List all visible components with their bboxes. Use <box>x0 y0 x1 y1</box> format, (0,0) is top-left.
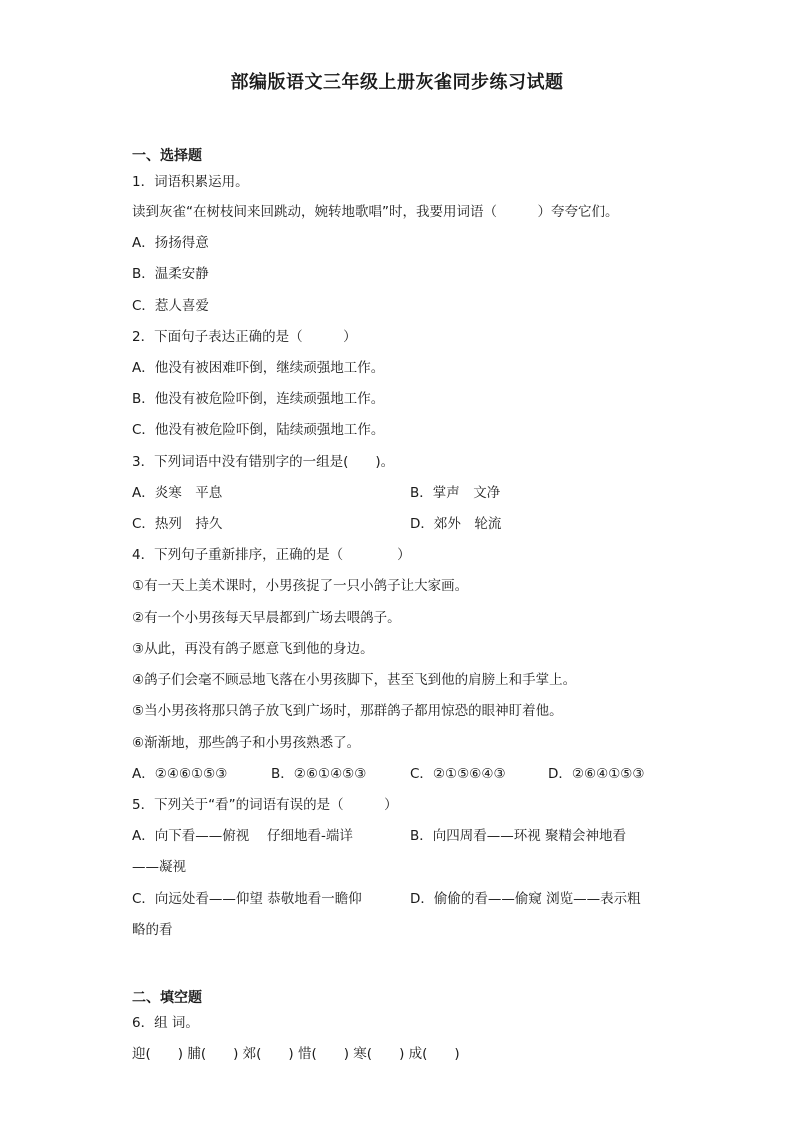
q5-stem: 5．下列关于“看”的词语有误的是（ ） <box>132 797 398 813</box>
q4-sentence-5: ⑤当小男孩将那只鸽子放飞到广场时，那群鸽子都用惊恐的眼神盯着他。 <box>132 703 563 719</box>
q2-option-c: C．他没有被危险吓倒，陆续顽强地工作。 <box>132 422 385 438</box>
q4-option-b: B．②⑥①④⑤③ <box>271 766 367 782</box>
q2-stem: 2．下面句子表达正确的是（ ） <box>132 329 357 345</box>
q4-sentence-6: ⑥渐渐地，那些鸽子和小男孩熟悉了。 <box>132 735 361 751</box>
q5-option-a: A．向下看——俯视 仔细地看-端详 <box>132 828 353 844</box>
q1-option-a: A．扬扬得意 <box>132 235 209 251</box>
q6-blanks: 迎( ) 脯( ) 郊( ) 惜( ) 寒( ) 成( ) <box>132 1046 460 1062</box>
q4-sentence-3: ③从此，再没有鸽子愿意飞到他的身边。 <box>132 641 374 657</box>
q5-option-d: D．偷偷的看——偷窥 浏览——表示粗 <box>410 891 641 907</box>
q5-option-c: C．向远处看——仰望 恭敬地看一瞻仰 <box>132 891 362 907</box>
q3-stem: 3．下列词语中没有错别字的一组是( )。 <box>132 454 395 470</box>
q5-option-d-continued: 略的看 <box>132 922 173 938</box>
q3-option-c: C．热列 持久 <box>132 516 223 532</box>
q3-option-b: B．掌声 文净 <box>410 485 501 501</box>
q1-option-b: B．温柔安静 <box>132 266 209 282</box>
q2-option-a: A．他没有被困难吓倒，继续顽强地工作。 <box>132 360 385 376</box>
q4-sentence-4: ④鸽子们会毫不顾忌地飞落在小男孩脚下，甚至飞到他的肩膀上和手掌上。 <box>132 672 577 688</box>
q4-sentence-2: ②有一个小男孩每天早晨都到广场去喂鸽子。 <box>132 610 401 626</box>
q5-option-b-continued: ——凝视 <box>132 859 186 875</box>
q4-sentence-1: ①有一天上美术课时，小男孩捉了一只小鸽子让大家画。 <box>132 578 469 594</box>
q4-stem: 4．下列句子重新排序，正确的是（ ） <box>132 547 411 563</box>
q3-option-a: A．炎寒 平息 <box>132 485 223 501</box>
page-title: 部编版语文三年级上册灰雀同步练习试题 <box>230 72 564 93</box>
q6-stem: 6．组 词。 <box>132 1015 199 1031</box>
q1-option-c: C．惹人喜爱 <box>132 298 209 314</box>
q2-option-b: B．他没有被危险吓倒，连续顽强地工作。 <box>132 391 385 407</box>
q3-option-d: D．郊外 轮流 <box>410 516 502 532</box>
q1-text: 读到灰雀“在树枝间来回跳动，婉转地歌唱”时，我要用词语（ ）夸夸它们。 <box>132 204 619 220</box>
section-heading-fill: 二、填空题 <box>132 990 202 1006</box>
q4-option-d: D．②⑥④①⑤③ <box>548 766 645 782</box>
section-heading-choice: 一、选择题 <box>132 148 202 164</box>
q5-option-b: B．向四周看——环视 聚精会神地看 <box>410 828 627 844</box>
q1-stem: 1．词语积累运用。 <box>132 174 249 190</box>
q4-option-a: A．②④⑥①⑤③ <box>132 766 228 782</box>
q4-option-c: C．②①⑤⑥④③ <box>410 766 506 782</box>
